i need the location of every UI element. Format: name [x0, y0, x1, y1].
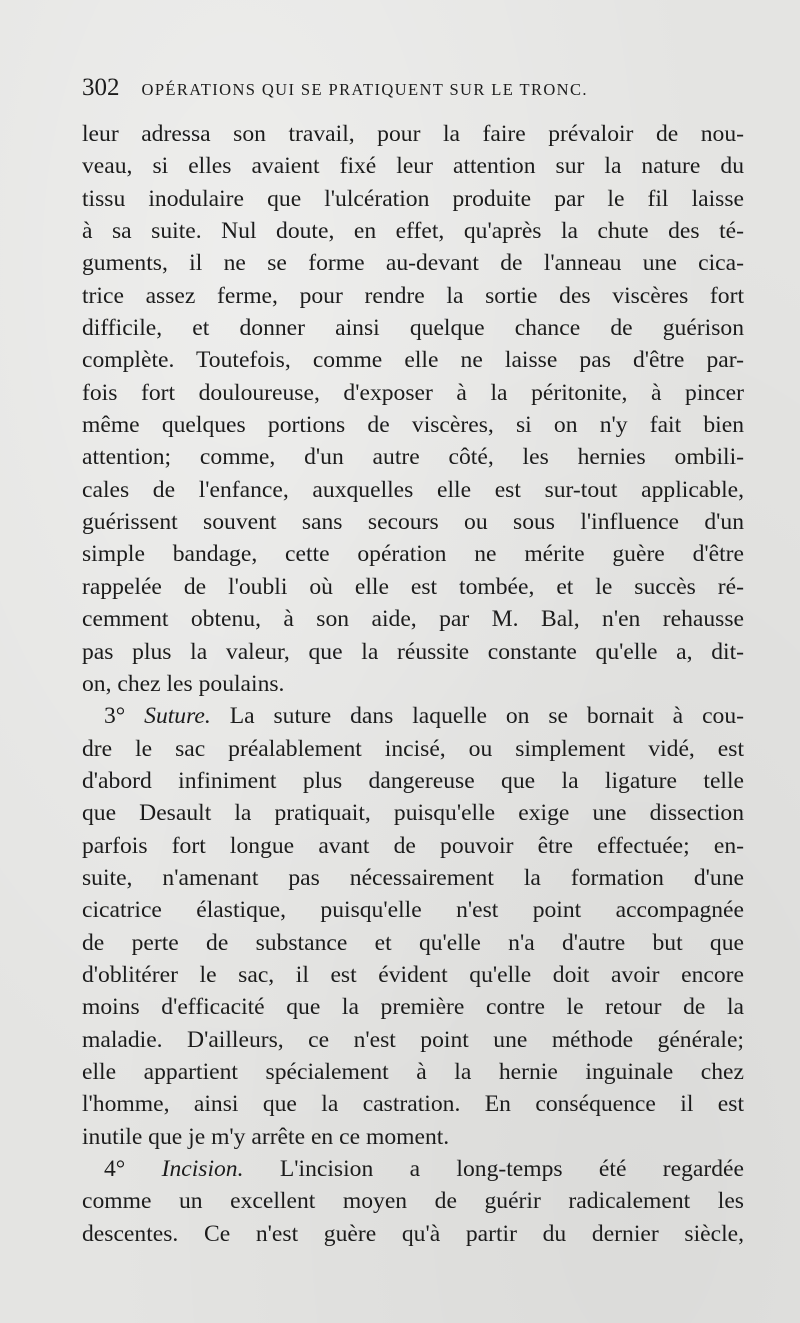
text-line: trice assez ferme, pour rendre la sortie des viscères fort: [82, 282, 744, 309]
section-4-text: L'incision a long-temps été regardée: [243, 1156, 744, 1182]
running-head-title: OPÉRATIONS QUI SE PRATIQUENT SUR LE TRONC.: [141, 80, 588, 99]
text-line: d'oblitérer le sac, il est évident qu'elle doit avoir encore: [82, 961, 744, 988]
section-3-heading: Suture.: [144, 703, 211, 730]
text-line: elle appartient spécialement à la hernie inguinale chez: [82, 1058, 744, 1085]
page-number: 302: [82, 74, 120, 101]
text-line: descentes. Ce n'est guère qu'à partir du dernier siècle,: [82, 1220, 744, 1247]
text-line: moins d'efficacité que la première contre le retour de la: [82, 994, 744, 1021]
text-line: guments, il ne se forme au-devant de l'anneau une cica-: [82, 250, 744, 277]
text-line: l'homme, ainsi que la castration. En conséquence il est: [82, 1091, 744, 1118]
section-3-number: 3°: [104, 703, 126, 730]
text-line: fois fort douloureuse, d'exposer à la péritonite, à pincer: [82, 379, 744, 406]
text-line: complète. Toutefois, comme elle ne laisse pas d'être par-: [82, 347, 744, 374]
section-4-number: 4°: [104, 1156, 126, 1182]
text-line: suite, n'amenant pas nécessairement la formation d'une: [82, 864, 744, 891]
body-text: [82, 118, 744, 1250]
text-line: simple bandage, cette opération ne mérite guère d'être: [82, 541, 744, 568]
text-line: maladie. D'ailleurs, ce n'est point une méthode générale;: [82, 1026, 744, 1053]
text-line: même quelques portions de viscères, si on n'y fait bien: [82, 412, 744, 439]
text-line: cemment obtenu, à son aide, par M. Bal, n'en rehausse: [82, 606, 744, 633]
text-line: rappelée de l'oubli où elle est tombée, et le succès ré-: [82, 573, 744, 600]
text-line: tissu inodulaire que l'ulcération produite par le fil laisse: [82, 185, 744, 212]
text-line: dre le sac préalablement incisé, ou simplement vidé, est: [82, 735, 744, 762]
text-line: cicatrice élastique, puisqu'elle n'est point accompagnée: [82, 897, 744, 924]
text-line: attention; comme, d'un autre côté, les hernies ombili-: [82, 444, 744, 471]
section-4-heading: Incision.: [161, 1156, 244, 1182]
section-3-text: La suture dans laquelle on se bornait à cou-: [210, 703, 744, 730]
running-head: [82, 74, 752, 108]
text-line: parfois fort longue avant de pouvoir être effectuée; en-: [82, 832, 744, 859]
section-3-first-line: [82, 700, 744, 732]
text-line: pas plus la valeur, que la réussite constante qu'elle a, dit-: [82, 638, 744, 665]
section-4-first-line: [82, 1153, 744, 1185]
text-line: d'abord infiniment plus dangereuse que la ligature telle: [82, 767, 744, 794]
text-line: comme un excellent moyen de guérir radicalement les: [82, 1188, 744, 1215]
paragraph-end-line: inutile que je m'y arrête en ce moment.: [82, 1123, 450, 1150]
paragraph-end-line: on, chez les poulains.: [82, 670, 285, 697]
text-line: de perte de substance et qu'elle n'a d'autre but que: [82, 929, 744, 956]
text-line: veau, si elles avaient fixé leur attention sur la nature du: [82, 153, 744, 180]
text-line: que Desault la pratiquait, puisqu'elle exige une dissection: [82, 800, 744, 827]
text-line: à sa suite. Nul doute, en effet, qu'après la chute des té-: [82, 218, 744, 245]
text-line: guérissent souvent sans secours ou sous l'influence d'un: [82, 509, 744, 536]
text-line: cales de l'enfance, auxquelles elle est sur-tout applicable,: [82, 476, 744, 503]
text-line: difficile, et donner ainsi quelque chance de guérison: [82, 315, 744, 342]
text-line: leur adressa son travail, pour la faire prévaloir de nou-: [82, 121, 744, 147]
